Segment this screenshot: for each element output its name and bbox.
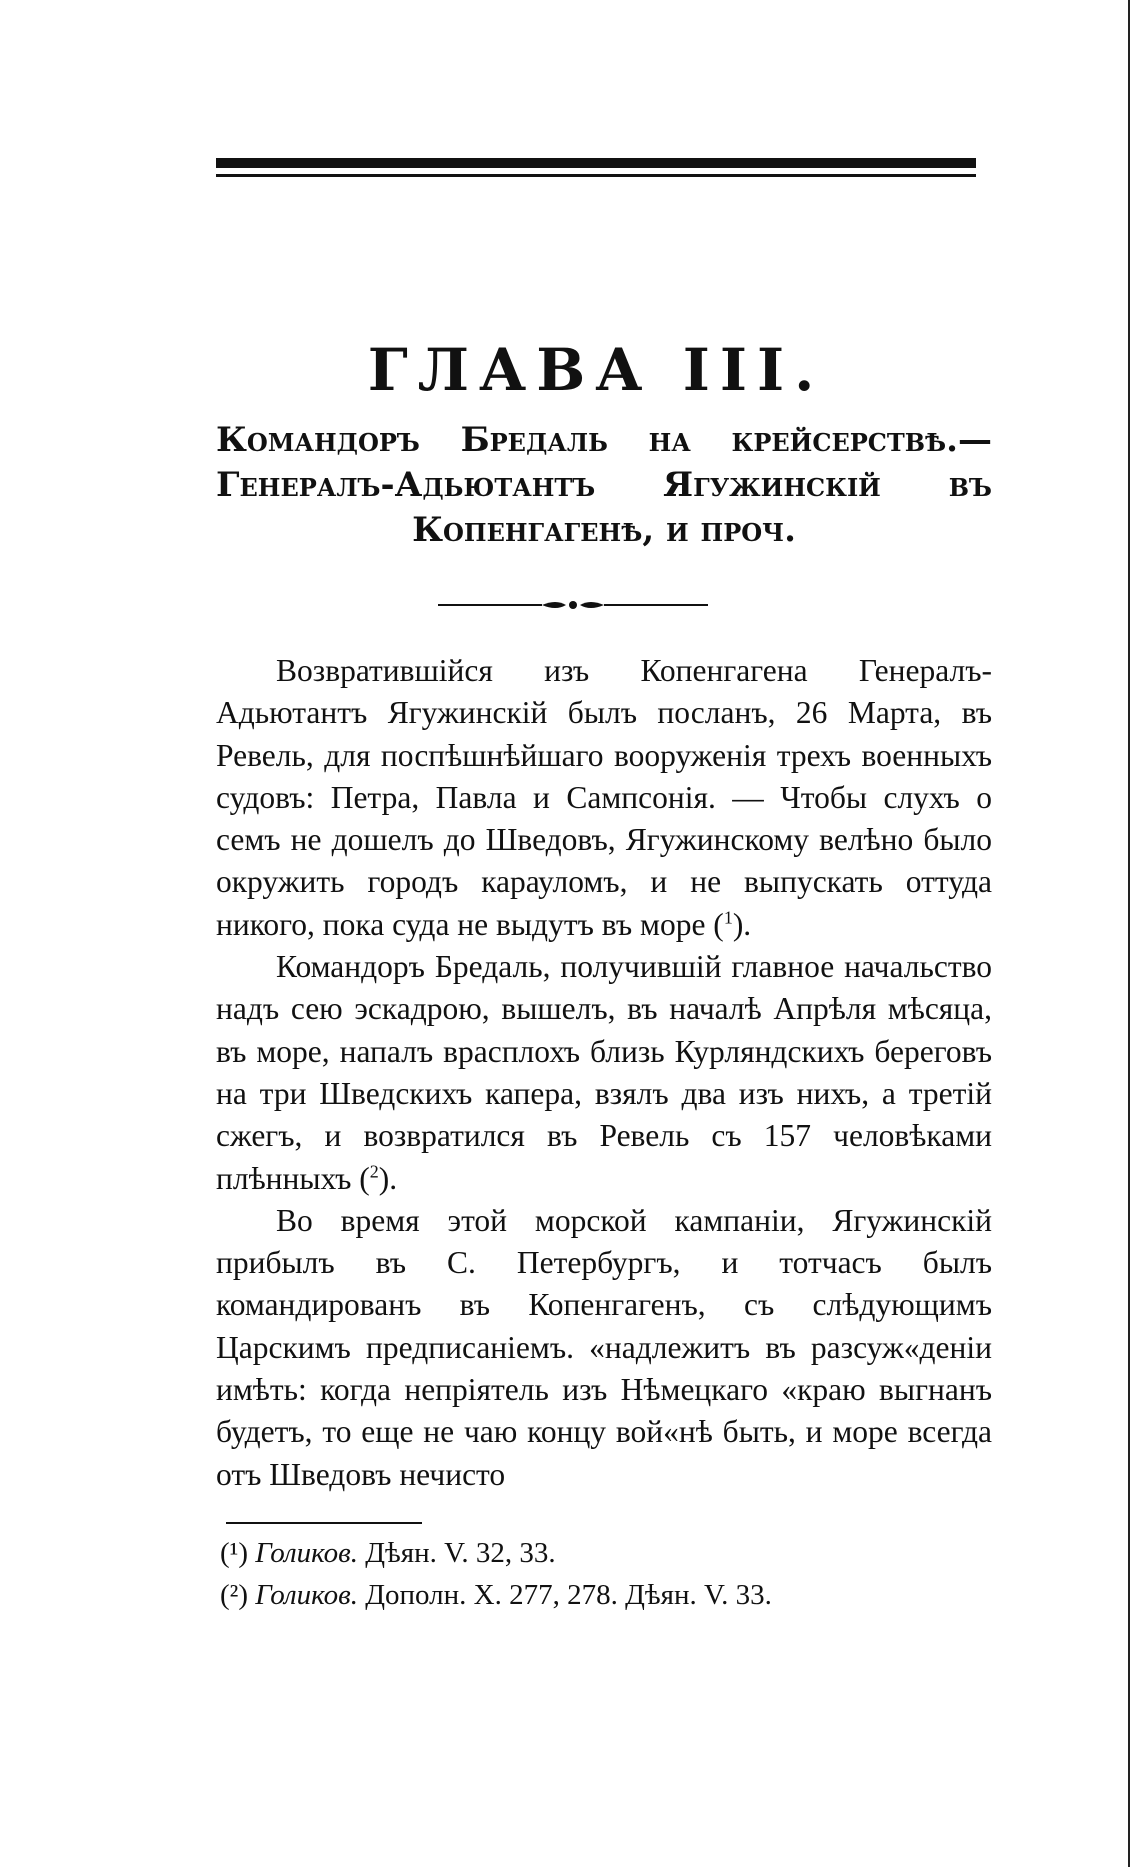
footnote-ref-1: 1 [723, 907, 733, 928]
paragraph-3 [216, 1200, 992, 1496]
paragraph-1-text: Возвратившійся изъ Копенгагена Генералъ-Адьютантъ Ягужинскій былъ посланъ, 26 Марта, въ Ревель, для поспѣшнѣйшаго вооруженія трехъ военныхъ судовъ: Петра, Павла и Сампсонія. — Чтобы слухъ о семъ не дошелъ до Шведовъ, Ягужинскому велѣно было окружить городъ карауломъ, и не выпускать оттуда никого, пока суда не выдутъ въ море ( [216, 653, 992, 942]
chapter-title: ГЛАВА III. [367, 336, 825, 404]
footnote-2-ref: Дополн. X. 277, 278. Дѣян. V. 33. [365, 1579, 772, 1611]
footnote-2-author: Голиков. [255, 1579, 358, 1611]
footnote-separator [226, 1522, 422, 1524]
footnote-2 [220, 1574, 980, 1616]
paragraph-2-tail: ). [378, 1160, 398, 1196]
footnotes [220, 1532, 980, 1616]
chapter-summary: Командоръ Бредаль на крейсерствѣ.—Генералъ-Адьютантъ Ягужинскій въ Копенгагенѣ, и проч. [216, 420, 992, 550]
header-rule-thick [216, 158, 976, 168]
ornament-divider-icon [438, 598, 708, 612]
footnote-1-author: Голиков. [255, 1537, 358, 1569]
paragraph-1-tail: ). [732, 906, 752, 942]
footnote-1 [220, 1532, 980, 1574]
header-rule-thin [216, 174, 976, 177]
header-double-rule [216, 158, 976, 182]
page-edge-line [1128, 0, 1130, 1867]
paragraph-3-text: Во время этой морской кампаніи, Ягужинскій прибылъ въ С. Петербургъ, и тотчасъ былъ командированъ въ Копенгагенъ, съ слѣдующимъ Царскимъ предписаніемъ. «надлежитъ въ разсуж«деніи имѣть: когда непріятель изъ Нѣмецкаго «краю выгнанъ будетъ, то еще не чаю концу вой«нѣ быть, и море всегда отъ Шведовъ нечисто [216, 1202, 992, 1492]
footnote-1-ref: Дѣян. V. 32, 33. [365, 1537, 556, 1569]
paragraph-2 [216, 946, 992, 1200]
footnote-2-mark: (²) [220, 1579, 249, 1611]
paragraph-2-text: Командоръ Бредаль, получившій главное начальство надъ сею эскадрою, вышелъ, въ началѣ Апрѣля мѣсяца, въ море, напалъ врасплохъ близь Курляндскихъ береговъ на три Шведскихъ капера, взялъ два изъ нихъ, а третій сжегъ, и возвратился въ Ревель съ 157 человѣками плѣнныхъ ( [216, 949, 992, 1196]
footnote-ref-2: 2 [369, 1161, 379, 1182]
paragraph-1 [216, 650, 992, 946]
main-text [216, 650, 992, 1496]
footnote-1-mark: (¹) [220, 1537, 249, 1569]
